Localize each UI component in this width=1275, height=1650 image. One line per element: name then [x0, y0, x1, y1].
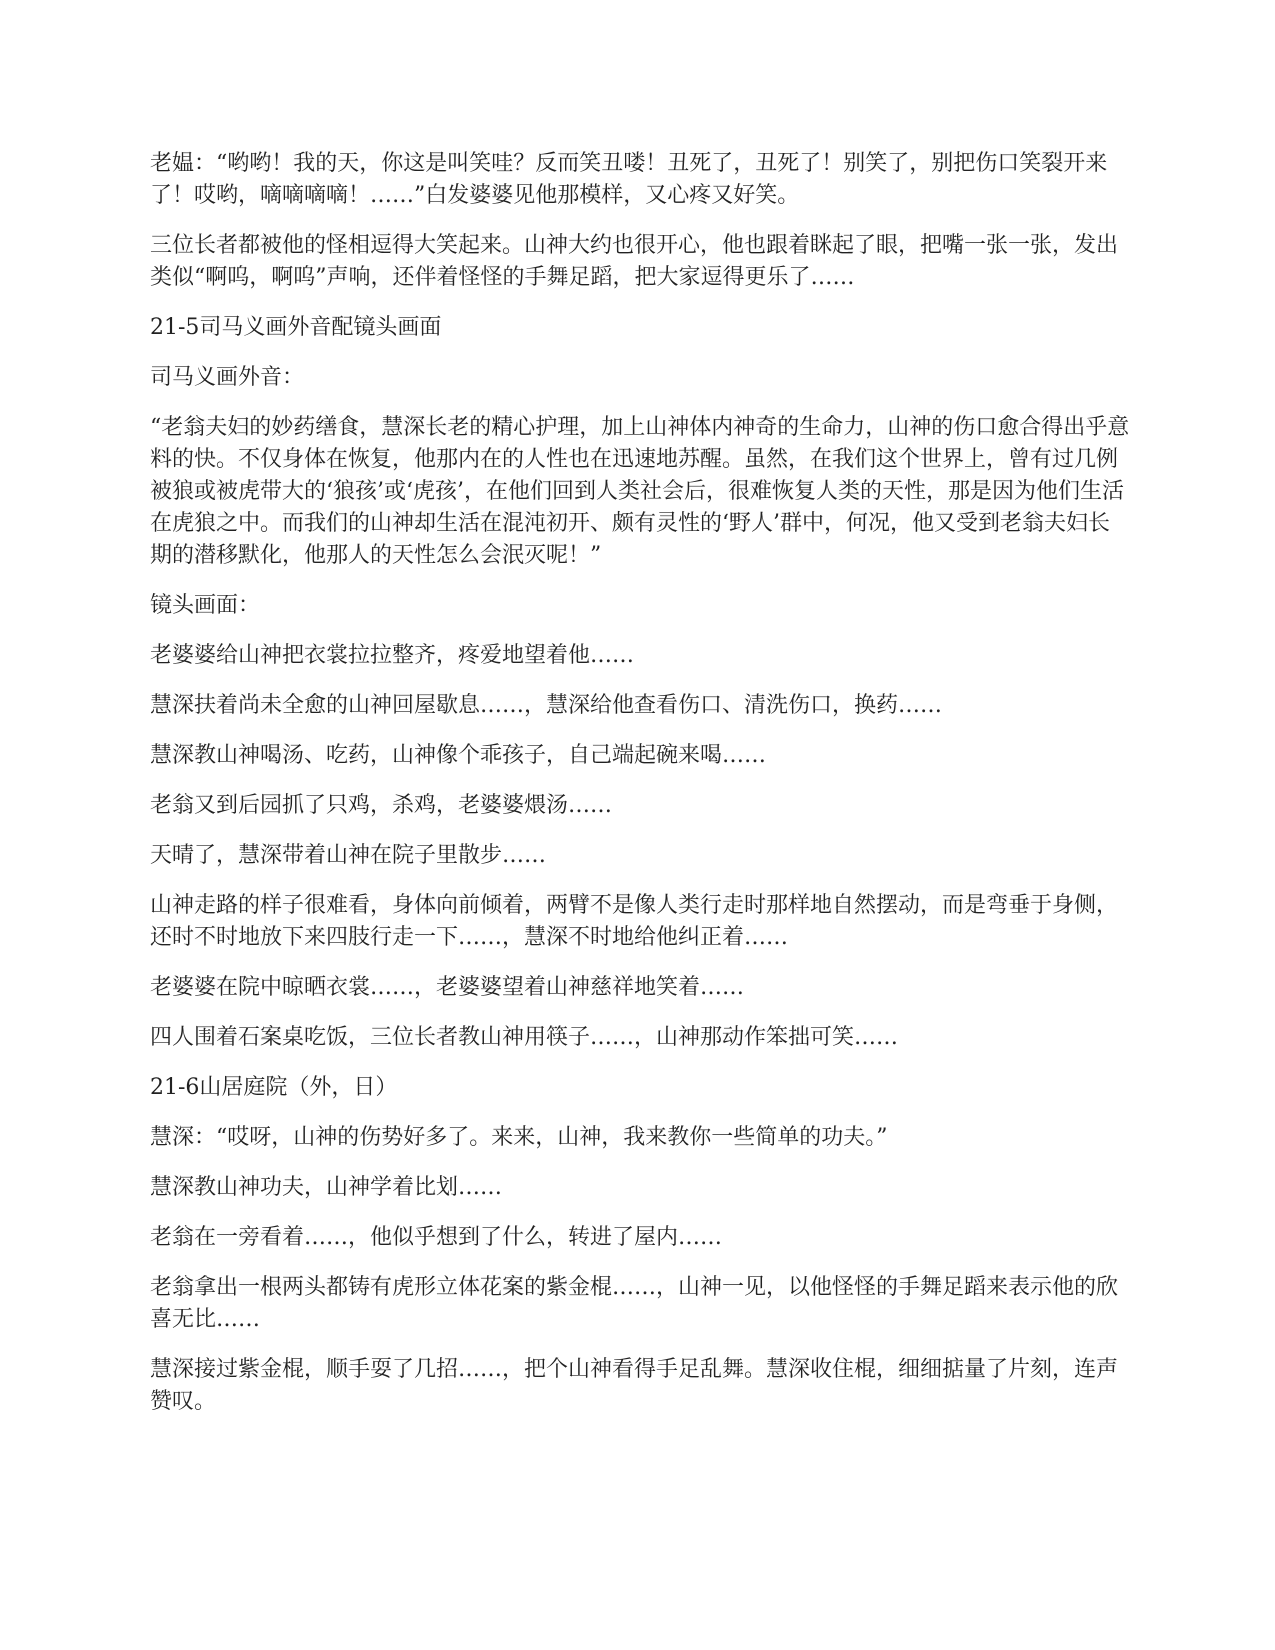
paragraph-shot-6: 山神走路的样子很难看，身体向前倾着，两臂不是像人类行走时那样地自然摆动，而是弯垂于身侧，还时不时地放下来四肢行走一下……，慧深不时地给他纠正着…… — [150, 893, 1119, 950]
paragraph-shot-label: 镜头画面： — [150, 593, 261, 618]
paragraph-voiceover-label: 司马义画外音： — [150, 365, 305, 390]
scene-heading-21-5: 21-5司马义画外音配镜头画面 — [150, 315, 442, 340]
paragraph-staff-demo: 慧深接过紫金棍，顺手耍了几招……，把个山神看得手足乱舞。慧深收住棍，细细掂量了片刻，连声赞叹。 — [150, 1357, 1119, 1414]
paragraph-shot-3: 慧深教山神喝汤、吃药，山神像个乖孩子，自己端起碗来喝…… — [150, 743, 767, 768]
paragraph-dialogue-old-woman: 老媪：“哟哟！我的天，你这是叫笑哇？反而笑丑喽！丑死了，丑死了！别笑了，别把伤口笑裂开来了！哎哟，嘀嘀嘀嘀！……”白发婆婆见他那模样，又心疼又好笑。 — [150, 151, 1108, 208]
scene-heading-21-6: 21-6山居庭院（外，日） — [150, 1075, 398, 1100]
paragraph-shot-7: 老婆婆在院中晾晒衣裳……，老婆婆望着山神慈祥地笑着…… — [150, 975, 745, 1000]
paragraph-shot-1: 老婆婆给山神把衣裳拉拉整齐，疼爱地望着他…… — [150, 643, 635, 668]
paragraph-elders-laugh: 三位长者都被他的怪相逗得大笑起来。山神大约也很开心，他也跟着眯起了眼，把嘴一张一张，发出类似“啊呜，啊呜”声响，还伴着怪怪的手舞足蹈，把大家逗得更乐了…… — [150, 233, 1119, 290]
paragraph-old-man-watches: 老翁在一旁看着……，他似乎想到了什么，转进了屋内…… — [150, 1225, 723, 1250]
paragraph-voiceover-text: “老翁夫妇的妙药缮食，慧深长老的精心护理，加上山神体内神奇的生命力，山神的伤口愈合得出乎意料的快。不仅身体在恢复，他那内在的人性也在迅速地苏醒。虽然，在我们这个世界上，曾有过几例被狼或被虎带大的‘狼孩’或‘虎孩’，在他们回到人类社会后，很难恢复人类的天性，那是因为他们生活在虎狼之中。而我们的山神却生活在混沌初开、颇有灵性的‘野人’群中，何况，他又受到老翁夫妇长期的潜移默化，他那人的天性怎么会泯灭呢！” — [150, 415, 1130, 568]
document-body — [150, 148, 1130, 1436]
paragraph-shot-8: 四人围着石案桌吃饭，三位长者教山神用筷子……，山神那动作笨拙可笑…… — [150, 1025, 899, 1050]
paragraph-shot-5: 天晴了，慧深带着山神在院子里散步…… — [150, 843, 547, 868]
paragraph-kungfu-lesson: 慧深教山神功夫，山神学着比划…… — [150, 1175, 503, 1200]
paragraph-purple-staff: 老翁拿出一根两头都铸有虎形立体花案的紫金棍……，山神一见，以他怪怪的手舞足蹈来表示他的欣喜无比…… — [150, 1275, 1119, 1332]
paragraph-shot-2: 慧深扶着尚未全愈的山神回屋歇息……，慧深给他查看伤口、清洗伤口，换药…… — [150, 693, 943, 718]
paragraph-huishen-dialogue: 慧深：“哎呀，山神的伤势好多了。来来，山神，我来教你一些简单的功夫。” — [150, 1125, 888, 1150]
paragraph-shot-4: 老翁又到后园抓了只鸡，杀鸡，老婆婆煨汤…… — [150, 793, 613, 818]
